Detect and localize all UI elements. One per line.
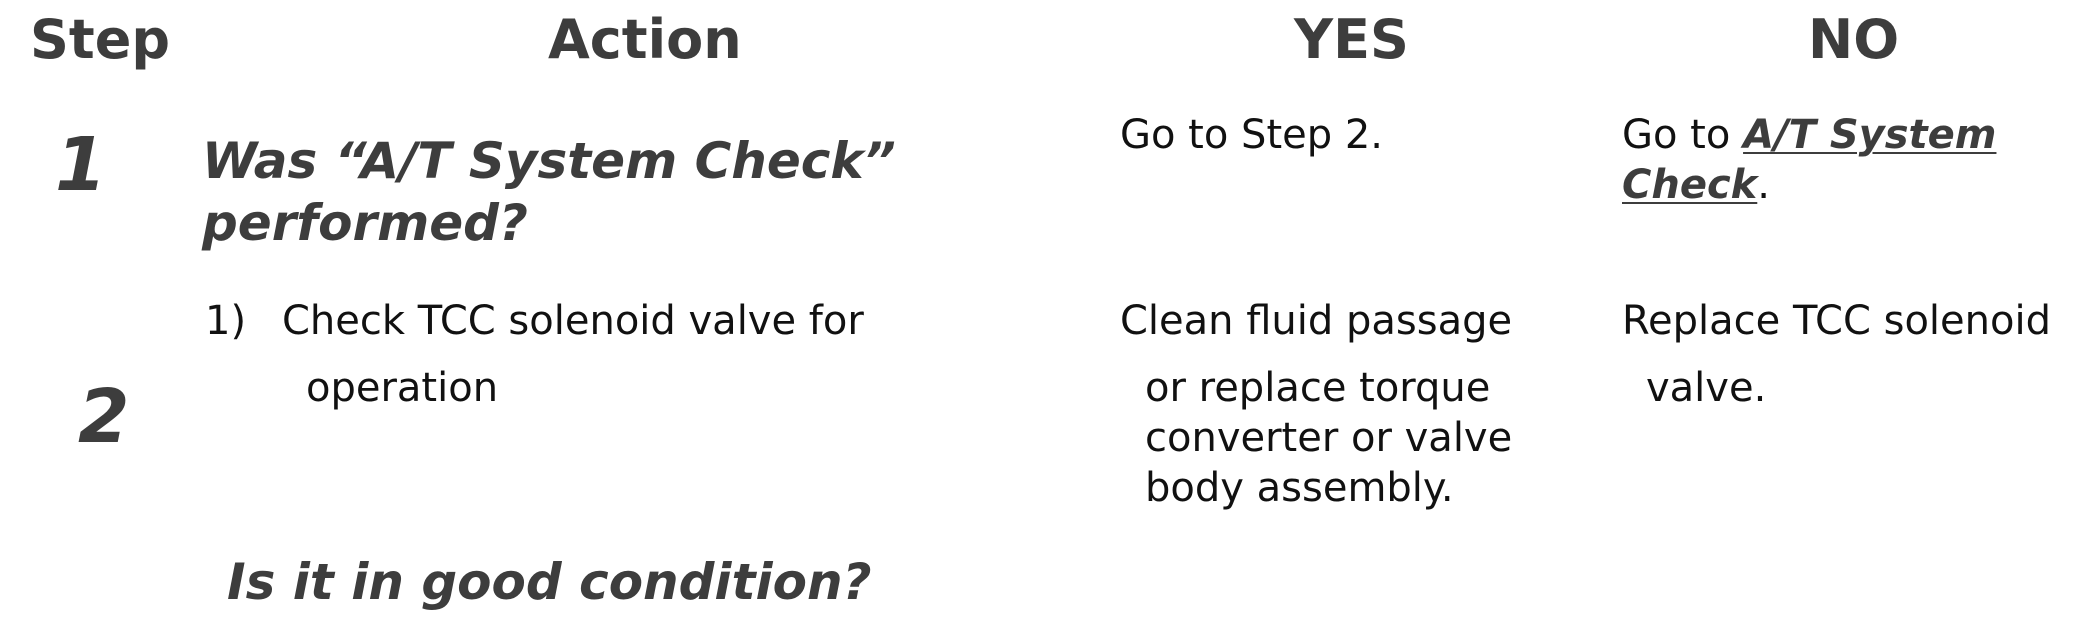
step2-yes-line3: converter or valve: [1145, 415, 1513, 461]
step1-no-line2: [1622, 160, 1770, 210]
header-yes: YES: [1294, 8, 1409, 71]
step1-no-suffix: .: [1757, 162, 1770, 208]
step2-yes-line2: or replace torque: [1145, 365, 1491, 411]
header-no: NO: [1808, 8, 1900, 71]
step1-question-line1: Was “A/T System Check”: [202, 132, 896, 190]
step2-no-line2: valve.: [1646, 365, 1767, 411]
step2-yes-line4: body assembly.: [1145, 465, 1454, 511]
step1-no-line1: [1622, 110, 1996, 160]
step1-question-line2: performed?: [202, 194, 528, 252]
step-number-1: 1: [55, 122, 107, 208]
step2-question: Is it in good condition?: [227, 553, 872, 611]
header-step: Step: [30, 8, 170, 71]
a-t-system-check-link-part1[interactable]: A/T System: [1743, 112, 1997, 158]
step2-action-line2: operation: [306, 365, 499, 411]
step1-yes-text: Go to Step 2.: [1120, 112, 1384, 158]
step2-no-line1: Replace TCC solenoid: [1622, 298, 2051, 344]
a-t-system-check-link-part2[interactable]: Check: [1622, 162, 1758, 208]
step1-no-prefix: Go to: [1622, 112, 1744, 158]
step-number-2: 2: [78, 374, 130, 460]
step2-yes-line1: Clean fluid passage: [1120, 298, 1513, 344]
step2-action-number: 1): [205, 298, 247, 344]
header-action: Action: [548, 8, 742, 71]
step2-action-line1: Check TCC solenoid valve for: [282, 298, 864, 344]
